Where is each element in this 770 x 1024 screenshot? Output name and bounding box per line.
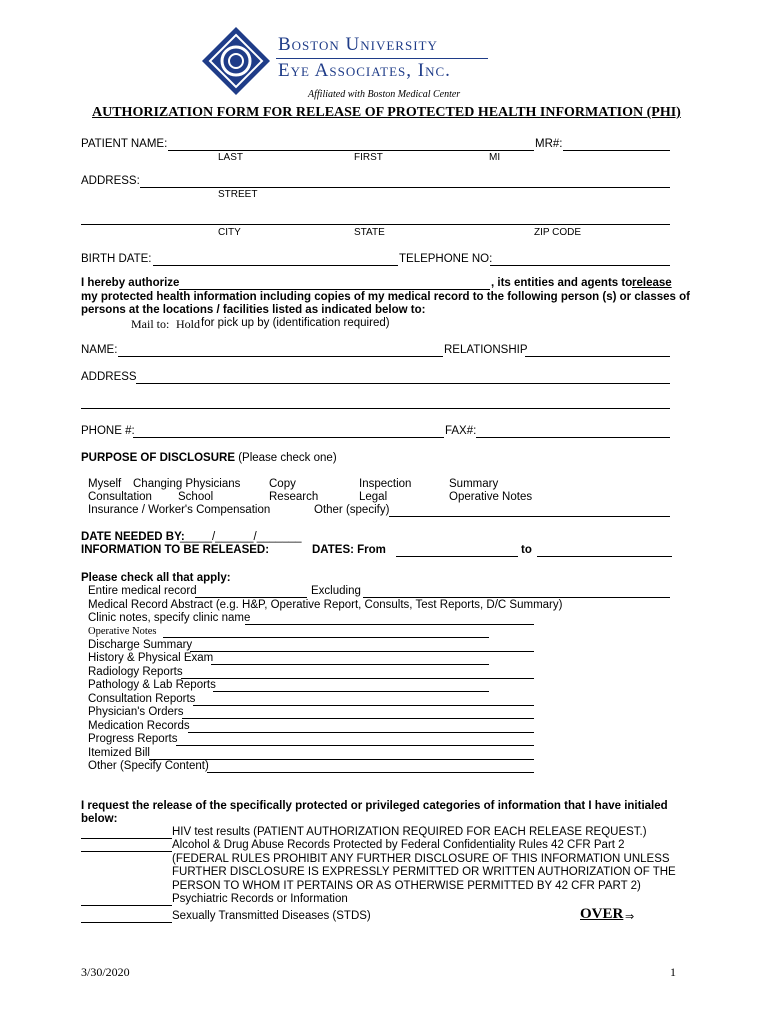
footer-date: 3/30/2020 [81, 965, 130, 979]
purpose-inspection[interactable]: Inspection [359, 478, 412, 490]
org-name-line2: Eye Associates, Inc. [278, 60, 451, 81]
address-street-field[interactable] [140, 187, 670, 188]
privileged-psych: Psychiatric Records or Information [172, 893, 348, 905]
recipient-phone-label: PHONE #: [81, 425, 135, 437]
authorize-text-b: , its entities and agents to [491, 277, 633, 289]
initial-std-field[interactable] [81, 922, 172, 923]
authorize-field[interactable] [179, 289, 490, 290]
record-clinic-notes[interactable]: Clinic notes, specify clinic name [88, 612, 251, 624]
record-progress[interactable]: Progress Reports [88, 733, 178, 745]
pickup-text: for pick up by (identification required) [201, 317, 390, 329]
authorize-label: I hereby authorize [81, 277, 180, 289]
fax-label: FAX#: [445, 425, 477, 437]
date-needed-field[interactable]: _____/______/_______ [180, 531, 302, 543]
birth-date-field[interactable] [153, 265, 398, 266]
address-city-field[interactable] [81, 224, 670, 225]
record-medication[interactable]: Medication Records [88, 720, 190, 732]
privileged-alcohol-note-2: FURTHER DISCLOSURE IS EXPRESSLY PERMITTED OR WRITTEN AUTHORIZATION OF THE [172, 866, 676, 878]
excluding-field[interactable] [363, 597, 670, 598]
logo-diamond-icon [200, 25, 272, 97]
record-history-physical[interactable]: History & Physical Exam [88, 652, 214, 664]
recipient-name-label: NAME: [81, 344, 118, 356]
hold-option[interactable]: Hold [176, 317, 200, 331]
recipient-address-field-2[interactable] [81, 408, 670, 409]
last-caption: LAST [218, 152, 244, 163]
telephone-label: TELEPHONE NO: [399, 253, 493, 265]
authorize-line2: my protected health information including copies of my medical record to the following person (s) or classes of [81, 291, 690, 303]
relationship-label: RELATIONSHIP [444, 344, 528, 356]
recipient-address-field[interactable] [136, 383, 670, 384]
purpose-operative-notes[interactable]: Operative Notes [449, 491, 533, 503]
mail-to-option[interactable]: Mail to: [131, 317, 170, 331]
record-consultation[interactable]: Consultation Reports [88, 693, 196, 705]
privileged-hiv: HIV test results (PATIENT AUTHORIZATION REQUIRED FOR EACH RELEASE REQUEST.) [172, 826, 647, 838]
dates-from-label: DATES: From [312, 544, 386, 556]
page-number: 1 [670, 965, 676, 979]
initial-psych-field[interactable] [81, 905, 172, 906]
dates-to-label: to [521, 544, 532, 556]
purpose-heading: PURPOSE OF DISCLOSURE (Please check one) [81, 452, 337, 464]
info-released-label: INFORMATION TO BE RELEASED: [81, 544, 270, 556]
purpose-myself[interactable]: Myself [88, 478, 122, 490]
street-caption: STREET [218, 189, 258, 200]
state-caption: STATE [354, 227, 385, 238]
record-pathology-lab[interactable]: Pathology & Lab Reports [88, 679, 216, 691]
zip-caption: ZIP CODE [534, 227, 582, 238]
over-label: OVER [580, 906, 624, 922]
dates-from-field[interactable] [396, 556, 518, 557]
record-physician-orders[interactable]: Physician's Orders [88, 706, 184, 718]
affiliation: Affiliated with Boston Medical Center [308, 89, 461, 100]
purpose-insurance[interactable]: Insurance / Worker's Compensation [88, 504, 271, 516]
purpose-research[interactable]: Research [269, 491, 319, 503]
purpose-consultation[interactable]: Consultation [88, 491, 152, 503]
record-other[interactable]: Other (Specify Content) [88, 760, 209, 772]
privileged-alcohol-note-1: (FEDERAL RULES PROHIBIT ANY FURTHER DISCLOSURE OF THIS INFORMATION UNLESS [172, 853, 670, 865]
initial-alcohol-field[interactable] [81, 851, 172, 852]
recipient-name-field[interactable] [118, 356, 443, 357]
record-excluding[interactable]: Excluding [311, 585, 361, 597]
record-entire[interactable]: Entire medical record [88, 585, 197, 597]
fax-field[interactable] [476, 437, 670, 438]
record-radiology[interactable]: Radiology Reports [88, 666, 183, 678]
recipient-address-label: ADDRESS [81, 371, 137, 383]
privileged-alcohol: Alcohol & Drug Abuse Records Protected by Federal Confidentiality Rules 42 CFR Part 2 [172, 839, 625, 851]
purpose-other-field[interactable] [389, 516, 670, 517]
privileged-std: Sexually Transmitted Diseases (STDS) [172, 910, 371, 922]
mr-label: MR#: [535, 138, 563, 150]
city-caption: CITY [218, 227, 241, 238]
purpose-copy[interactable]: Copy [269, 478, 296, 490]
mr-field[interactable] [563, 150, 670, 151]
first-caption: FIRST [354, 152, 383, 163]
form-title: AUTHORIZATION FORM FOR RELEASE OF PROTECTED HEALTH INFORMATION (PHI) [92, 105, 681, 120]
purpose-summary[interactable]: Summary [449, 478, 499, 490]
privileged-heading-2: below: [81, 813, 118, 825]
date-needed-label: DATE NEEDED BY: [81, 531, 185, 543]
record-abstract[interactable]: Medical Record Abstract (e.g. H&P, Operative Report, Consults, Test Reports, D/C Summary) [88, 599, 563, 611]
over-arrow-icon: ⇒ [625, 911, 635, 923]
purpose-other[interactable]: Other (specify) [314, 504, 390, 516]
authorize-line3: persons at the locations / facilities listed as indicated below to: [81, 304, 426, 316]
patient-name-field[interactable] [168, 150, 534, 151]
purpose-legal[interactable]: Legal [359, 491, 388, 503]
address-label: ADDRESS: [81, 175, 140, 187]
initial-hiv-field[interactable] [81, 838, 172, 839]
release-word: release [632, 277, 672, 289]
patient-name-label: PATIENT NAME: [81, 138, 168, 150]
purpose-school[interactable]: School [178, 491, 214, 503]
privileged-heading: I request the release of the specifically protected or privileged categories of information that I have initialed [81, 800, 668, 812]
records-heading: Please check all that apply: [81, 572, 231, 584]
mi-caption: MI [489, 152, 501, 163]
telephone-field[interactable] [490, 265, 670, 266]
record-discharge-summary[interactable]: Discharge Summary [88, 639, 193, 651]
dates-to-field[interactable] [537, 556, 672, 557]
org-name-line1: Boston University [278, 34, 438, 55]
relationship-field[interactable] [525, 356, 670, 357]
birth-date-label: BIRTH DATE: [81, 253, 152, 265]
purpose-changing-physicians[interactable]: Changing Physicians [133, 478, 241, 490]
record-itemized-bill[interactable]: Itemized Bill [88, 747, 150, 759]
privileged-alcohol-note-3: PERSON TO WHOM IT PERTAINS OR AS OTHERWISE PERMITTED BY 42 CFR PART 2) [172, 880, 641, 892]
record-operative-notes[interactable]: Operative Notes [88, 626, 157, 637]
recipient-phone-field[interactable] [133, 437, 444, 438]
